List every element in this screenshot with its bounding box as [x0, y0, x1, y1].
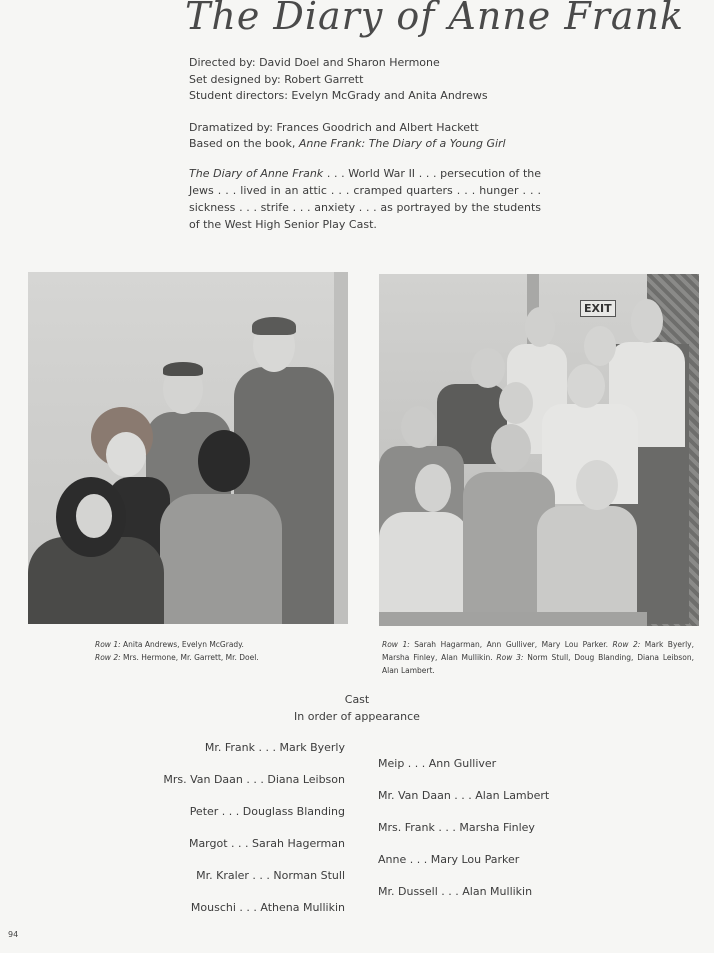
- set-designed-by: Set designed by: Robert Garrett: [189, 72, 364, 86]
- cast-subheading: In order of appearance: [294, 710, 420, 723]
- caption-row-2: Row 2: Mrs. Hermone, Mr. Garrett, Mr. Doel.: [95, 653, 259, 662]
- page-number: 94: [8, 930, 19, 939]
- cast-entry: Mrs. Van Daan . . . Diana Leibson: [163, 773, 345, 786]
- caption-row-2-names: Mark Byerly, Marsha Finley, Alan Mullikin.: [382, 640, 694, 662]
- cast-entry: Anne . . . Mary Lou Parker: [378, 853, 520, 866]
- cast-entry: Mouschi . . . Athena Mullikin: [190, 901, 345, 914]
- caption-row-3-names: Norm Stull, Doug Blanding, Diana Leibson, Alan Lambert.: [382, 653, 694, 675]
- caption-row-1: Row 1: Anita Andrews, Evelyn McGrady.: [95, 640, 244, 649]
- dramatized-by: Dramatized by: Frances Goodrich and Albert Hackett: [189, 120, 479, 134]
- cast-entry: Mr. Frank . . . Mark Byerly: [204, 741, 345, 754]
- cast-entry: Mr. Kraler . . . Norman Stull: [196, 869, 345, 882]
- directors-photo: [28, 272, 348, 624]
- page-title: The Diary of Anne Frank: [185, 0, 685, 38]
- caption-row-1-names: Sarah Hagarman, Ann Gulliver, Mary Lou Parker.: [409, 640, 613, 649]
- student-directors: Student directors: Evelyn McGrady and Anita Andrews: [189, 89, 488, 102]
- cast-entry: Mr. Van Daan . . . Alan Lambert: [378, 789, 550, 802]
- based-on: [189, 136, 549, 153]
- cast-caption: [382, 638, 694, 677]
- directors-caption: [95, 638, 355, 664]
- synopsis-text: . . . World War II . . . persecution of the Jews . . . lived in an attic . . . cramped quarters . . . hunger . . . sickness . . . strife . . . anxiety . . . as portrayed by the students of the West High Senior Play Cast.: [189, 167, 542, 231]
- cast-entry: Mrs. Frank . . . Marsha Finley: [378, 821, 535, 834]
- credits-block: [189, 55, 549, 153]
- caption-row-2-label: Row 2:: [612, 640, 641, 649]
- cast-entry: Mr. Dussell . . . Alan Mullikin: [378, 885, 533, 898]
- caption-row-1-label: Row 1:: [382, 640, 410, 649]
- caption-row-3-label: Row 3:: [496, 653, 524, 662]
- based-on-prefix: Based on the book,: [189, 137, 299, 150]
- cast-list-left: [163, 740, 345, 932]
- book-title: Anne Frank: The Diary of a Young Girl: [298, 137, 506, 150]
- cast-entry: Meip . . . Ann Gulliver: [378, 757, 497, 770]
- cast-photo: [379, 274, 699, 626]
- synopsis-title: The Diary of Anne Frank: [189, 167, 324, 180]
- exit-sign: EXIT: [580, 300, 616, 317]
- cast-entry: Peter . . . Douglass Blanding: [189, 805, 345, 818]
- synopsis: [189, 165, 541, 233]
- directed-by: Directed by: David Doel and Sharon Hermone: [189, 56, 440, 69]
- cast-entry: Margot . . . Sarah Hagerman: [188, 837, 345, 850]
- cast-heading: Cast: [344, 693, 370, 706]
- cast-list-right: [378, 756, 549, 916]
